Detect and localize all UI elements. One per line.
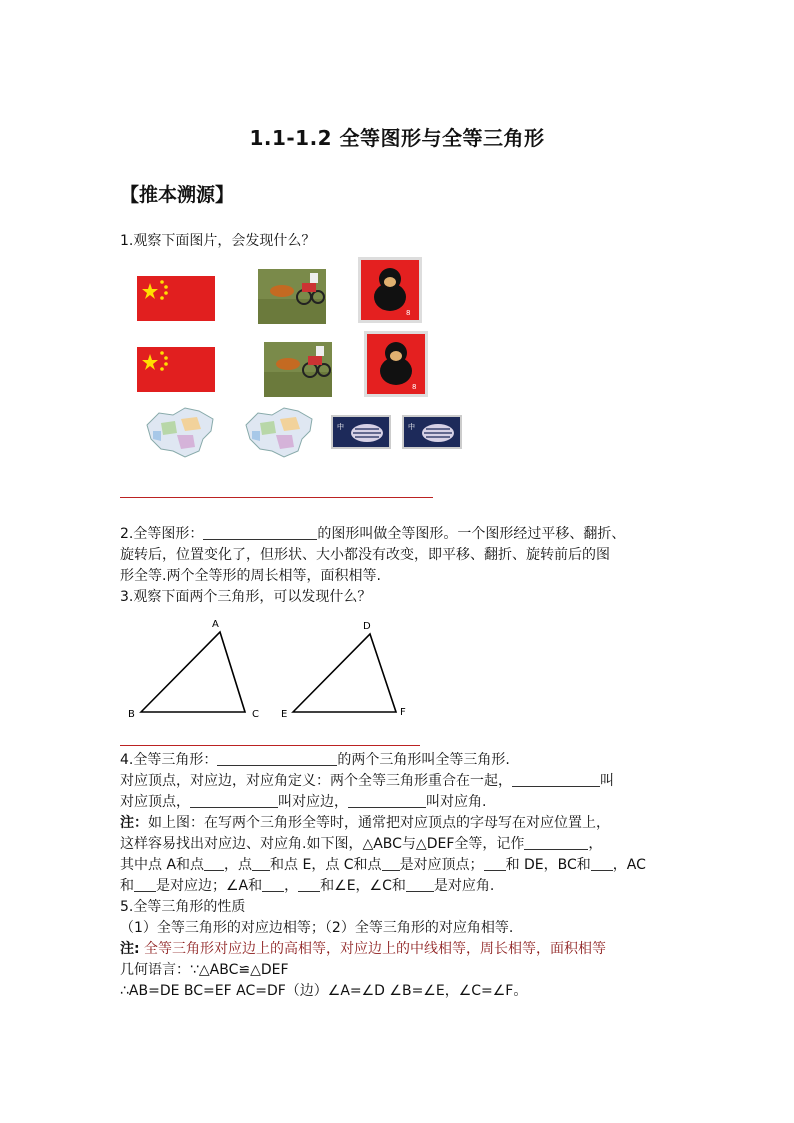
- blank-note-3[interactable]: [252, 856, 270, 871]
- motorcycle-photo-2: [264, 342, 332, 397]
- paragraph-5-note: [120, 940, 606, 959]
- note-text-3c: 和点 E，点 C和点: [270, 857, 382, 873]
- triangles-figure: [120, 612, 420, 730]
- note-line-4: [120, 877, 494, 896]
- blank-note-4[interactable]: [382, 856, 400, 871]
- text-4-3a: 对应顶点，: [120, 794, 190, 810]
- label-a: A: [212, 619, 219, 630]
- triangle-abc: [141, 632, 245, 712]
- note-line-2: [120, 835, 602, 854]
- blank-2-1[interactable]: [203, 525, 317, 540]
- blank-note-1[interactable]: [524, 835, 588, 850]
- china-map-1: [141, 405, 219, 461]
- paragraph-4-line-2: [120, 772, 614, 791]
- note-line-3: [120, 856, 646, 875]
- paragraph-5-title: 5.全等三角形的性质: [120, 899, 246, 915]
- geometry-language: 几何语言：∵△ABC≌△DEF: [120, 962, 289, 978]
- note-text-1: 如上图：在写两个三角形全等时，通常把对应顶点的字母写在对应位置上，: [148, 815, 610, 831]
- blank-4-4[interactable]: [348, 793, 426, 808]
- tiger-stamp-1: [331, 415, 391, 449]
- blank-note-2[interactable]: [204, 856, 224, 871]
- blank-note-9[interactable]: [298, 877, 320, 892]
- note-text-3b: ，点: [224, 857, 253, 873]
- blank-note-7[interactable]: [134, 877, 156, 892]
- label-congruent-figures: 2.全等图形：: [120, 526, 204, 542]
- note-text-4d: 和∠E，∠C和: [320, 878, 406, 894]
- svg-text:中: 中: [408, 423, 415, 431]
- note-text-3e: 和 DE，BC和: [505, 857, 591, 873]
- note-text-2a: 这样容易找出对应边、对应角.如下图，△ABC与△DEF全等，记作: [120, 836, 525, 852]
- paragraph-5-props: （1）全等三角形的对应边相等；（2）全等三角形的对应角相等.: [120, 920, 514, 936]
- blank-note-10[interactable]: [406, 877, 434, 892]
- motorcycle-photo-1: [258, 269, 326, 324]
- note-text-3d: 是对应顶点；: [399, 857, 484, 873]
- monkey-stamp-2: [364, 331, 428, 397]
- note-label: 注：: [120, 815, 148, 831]
- geometry-conclusion: ∴AB=DE BC=EF AC=DF（边）∠A=∠D ∠B=∠E，∠C=∠F。: [120, 983, 528, 999]
- text-4-2b: 叫: [600, 773, 614, 789]
- page-title: 1.1-1.2 全等图形与全等三角形: [249, 126, 545, 150]
- svg-text:8: 8: [412, 383, 417, 391]
- label-d: D: [363, 621, 371, 632]
- blank-4-2[interactable]: [512, 772, 600, 787]
- text-4b: 的两个三角形叫全等三角形.: [337, 752, 510, 768]
- note-text-3a: 其中点 A和点: [120, 857, 205, 873]
- section-heading: 【推本溯源】: [120, 184, 235, 206]
- label-c: C: [252, 709, 259, 720]
- paragraph-4-line-3: [120, 793, 486, 812]
- blank-note-6[interactable]: [591, 856, 613, 871]
- triangle-def: [293, 634, 396, 712]
- label-b: B: [128, 709, 135, 720]
- note-text-red: 全等三角形对应边上的高相等，对应边上的中线相等，周长相等，面积相等: [139, 941, 607, 957]
- text-4-3c: 叫对应角.: [426, 794, 487, 810]
- note-text-2b: ，: [588, 836, 603, 852]
- blank-4-3[interactable]: [190, 793, 278, 808]
- answer-line-red: [120, 497, 433, 498]
- label-f: F: [400, 707, 406, 718]
- note-text-4a: 和: [120, 878, 134, 894]
- blank-4-1[interactable]: [217, 751, 337, 766]
- label-e: E: [281, 709, 288, 720]
- paragraph-4-line-1: [120, 751, 510, 770]
- note-label-2: 注:: [120, 941, 140, 957]
- note-text-4e: 是对应角.: [433, 878, 495, 894]
- svg-text:8: 8: [406, 309, 411, 317]
- question-3: 3.观察下面两个三角形，可以发现什么？: [120, 589, 372, 605]
- text-2b: 的图形叫做全等图形。一个图形经过平移、翻折、: [317, 526, 626, 542]
- blank-note-5[interactable]: [484, 856, 506, 871]
- china-flag-2: [137, 347, 215, 392]
- china-map-2: [240, 405, 318, 461]
- note-text-4c: ，: [284, 878, 299, 894]
- paragraph-2-line-3: 形全等.两个全等形的周长相等，面积相等.: [120, 568, 381, 584]
- text-4-3b: 叫对应边，: [278, 794, 348, 810]
- paragraph-2-line-1: [120, 525, 625, 544]
- paragraph-2-line-2: 旋转后，位置变化了，但形状、大小都没有改变，即平移、翻折、旋转前后的图: [120, 547, 610, 563]
- monkey-stamp-1: [358, 257, 422, 323]
- label-congruent-triangles: 4.全等三角形：: [120, 752, 218, 768]
- blank-note-8[interactable]: [262, 877, 284, 892]
- text-4-2a: 对应顶点，对应边，对应角定义：两个全等三角形重合在一起，: [120, 773, 512, 789]
- svg-text:中: 中: [337, 423, 344, 431]
- note-line-1: [120, 814, 610, 833]
- note-text-3f: ，AC: [612, 857, 646, 873]
- china-flag-1: [137, 276, 215, 321]
- tiger-stamp-2: [402, 415, 462, 449]
- question-1: 1.观察下面图片，会发现什么？: [120, 233, 316, 249]
- answer-line-red-2: [120, 745, 420, 746]
- note-text-4b: 是对应边；∠A和: [156, 878, 263, 894]
